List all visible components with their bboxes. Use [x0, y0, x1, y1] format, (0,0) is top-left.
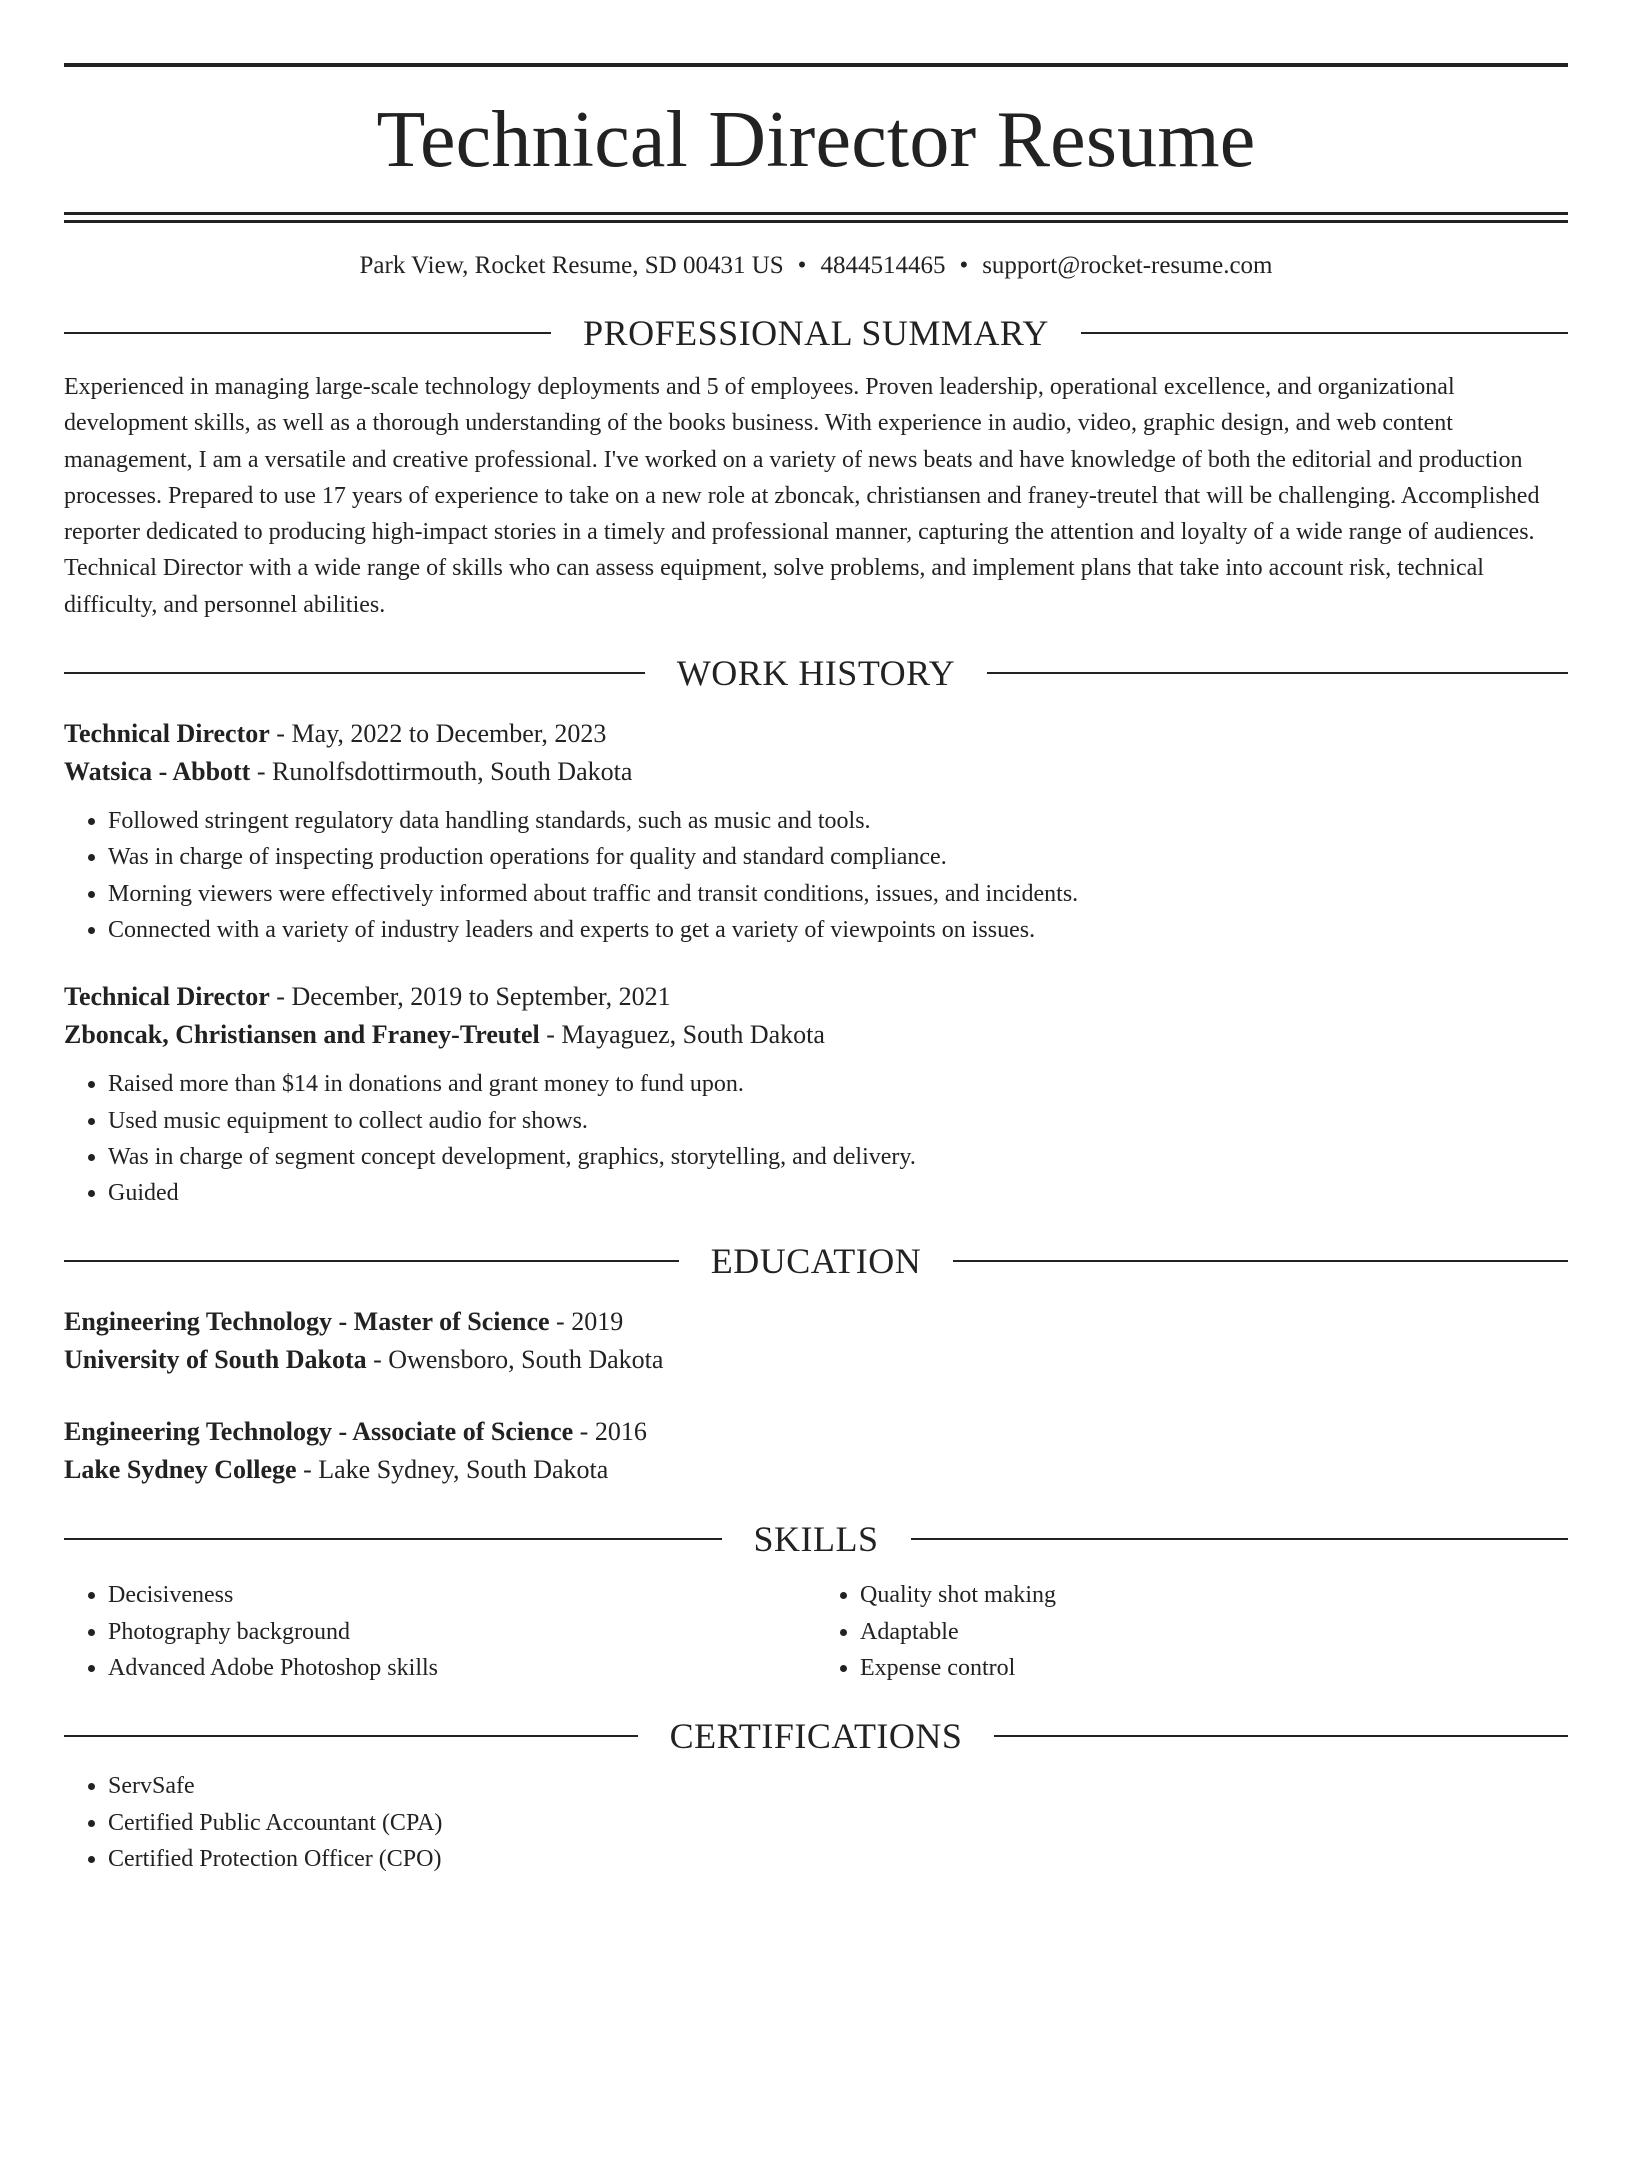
- section-title: PROFESSIONAL SUMMARY: [583, 313, 1049, 353]
- job-company: Zboncak, Christiansen and Franey-Treutel: [64, 1020, 540, 1050]
- certification-item: • ServSafe: [108, 1768, 1568, 1804]
- heading-rule: [64, 1260, 679, 1262]
- job-bullet: • Morning viewers were effectively informed about traffic and transit conditions, issues, and incidents.: [108, 876, 1568, 912]
- job-bullet: • Was in charge of inspecting production operations for quality and standard compliance.: [108, 839, 1568, 875]
- job-title-line: [64, 978, 1568, 1016]
- contact-line: [64, 251, 1568, 281]
- job-dates: - May, 2022 to December, 2023: [269, 719, 607, 749]
- degree-year: - 2016: [573, 1417, 647, 1447]
- education-entry: [64, 1303, 1568, 1379]
- job-bullet: • Connected with a variety of industry leaders and experts to get a variety of viewpoints on issues.: [108, 912, 1568, 948]
- school: University of South Dakota: [64, 1345, 367, 1375]
- section-title: EDUCATION: [710, 1241, 922, 1282]
- certifications-list: [64, 1768, 1568, 1877]
- section-title: SKILLS: [753, 1519, 879, 1560]
- education-entry: [64, 1413, 1568, 1489]
- section-title: CERTIFICATIONS: [669, 1716, 963, 1757]
- contact-email: support@rocket-resume.com: [982, 252, 1273, 279]
- contact-separator: •: [959, 252, 969, 279]
- degree-line: [64, 1413, 1568, 1451]
- school-line: [64, 1451, 1568, 1489]
- section-heading-certifications: [64, 1716, 1568, 1756]
- title-double-rule: [64, 212, 1568, 223]
- contact-address: Park View, Rocket Resume, SD 00431 US: [359, 252, 784, 279]
- section-heading-summary: [64, 313, 1568, 353]
- job-location: - Runolfsdottirmouth, South Dakota: [250, 757, 633, 787]
- section-title: WORK HISTORY: [676, 653, 956, 694]
- certification-item: • Certified Protection Officer (CPO): [108, 1841, 1568, 1877]
- section-heading-education: [64, 1241, 1568, 1281]
- skill-item: • Decisiveness: [108, 1577, 816, 1613]
- job-title-line: [64, 715, 1568, 753]
- job-company-line: [64, 753, 1568, 791]
- job-bullet: • Was in charge of segment concept development, graphics, storytelling, and delivery.: [108, 1139, 1568, 1175]
- school-location: - Lake Sydney, South Dakota: [296, 1455, 609, 1485]
- job-location: - Mayaguez, South Dakota: [539, 1020, 825, 1050]
- job-title: Technical Director: [64, 982, 270, 1012]
- skills-list-right: [816, 1577, 1568, 1686]
- heading-rule: [994, 1735, 1568, 1737]
- degree-line: [64, 1303, 1568, 1341]
- job-entry: [64, 978, 1568, 1211]
- heading-rule: [1081, 332, 1568, 334]
- job-title: Technical Director: [64, 719, 270, 749]
- job-bullet: • Guided: [108, 1175, 1568, 1211]
- degree: Engineering Technology - Master of Science: [64, 1307, 550, 1337]
- job-bullets: [64, 803, 1568, 948]
- job-company-line: [64, 1016, 1568, 1054]
- contact-separator: •: [797, 252, 807, 279]
- school-location: - Owensboro, South Dakota: [366, 1345, 664, 1375]
- heading-rule: [64, 1735, 638, 1737]
- skill-item: • Advanced Adobe Photoshop skills: [108, 1650, 816, 1686]
- job-company: Watsica - Abbott: [64, 757, 251, 787]
- skill-item: • Quality shot making: [860, 1577, 1568, 1613]
- heading-rule: [64, 332, 551, 334]
- skill-item: • Expense control: [860, 1650, 1568, 1686]
- degree: Engineering Technology - Associate of Science: [64, 1417, 574, 1447]
- skill-item: • Adaptable: [860, 1614, 1568, 1650]
- top-rule: [64, 63, 1568, 67]
- job-bullet: • Followed stringent regulatory data handling standards, such as music and tools.: [108, 803, 1568, 839]
- skills-list-left: [64, 1577, 816, 1686]
- resume-page: [0, 63, 1632, 2175]
- heading-rule: [953, 1260, 1568, 1262]
- heading-rule: [64, 672, 645, 674]
- heading-rule: [911, 1538, 1569, 1540]
- contact-phone: 4844514465: [820, 252, 946, 279]
- school-line: [64, 1341, 1568, 1379]
- section-heading-skills: [64, 1519, 1568, 1559]
- resume-title: Technical Director Resume: [376, 96, 1256, 184]
- heading-rule: [64, 1538, 722, 1540]
- job-entry: [64, 715, 1568, 948]
- summary-paragraph: Experienced in managing large-scale technology deployments and 5 of employees. Proven leadership, operational excellence, and organizational development skills, as well as a thorough understanding of the books business. With experience in audio, video, graphic design, and web content management, I am a versatile and creative professional. I've worked on a variety of news beats and have knowledge of both the editorial and production processes. Prepared to use 17 years of experience to take on a new role at zboncak, christiansen and franey-treutel that will be challenging. Accomplished reporter dedicated to producing high-impact stories in a timely and professional manner, capturing the attention and loyalty of a wide range of audiences. Technical Director with a wide range of skills who can assess equipment, solve problems, and implement plans that take into account risk, technical difficulty, and personnel abilities.: [64, 374, 1540, 618]
- job-bullet: • Used music equipment to collect audio for shows.: [108, 1103, 1568, 1139]
- degree-year: - 2019: [549, 1307, 624, 1337]
- skills-columns: [64, 1577, 1568, 1686]
- job-dates: - December, 2019 to September, 2021: [269, 982, 671, 1012]
- job-bullet: • Raised more than $14 in donations and grant money to fund upon.: [108, 1066, 1568, 1102]
- heading-rule: [987, 672, 1568, 674]
- school: Lake Sydney College: [64, 1455, 297, 1485]
- job-bullets: [64, 1066, 1568, 1211]
- section-heading-work-history: [64, 653, 1568, 693]
- skill-item: • Photography background: [108, 1614, 816, 1650]
- certification-item: • Certified Public Accountant (CPA): [108, 1805, 1568, 1841]
